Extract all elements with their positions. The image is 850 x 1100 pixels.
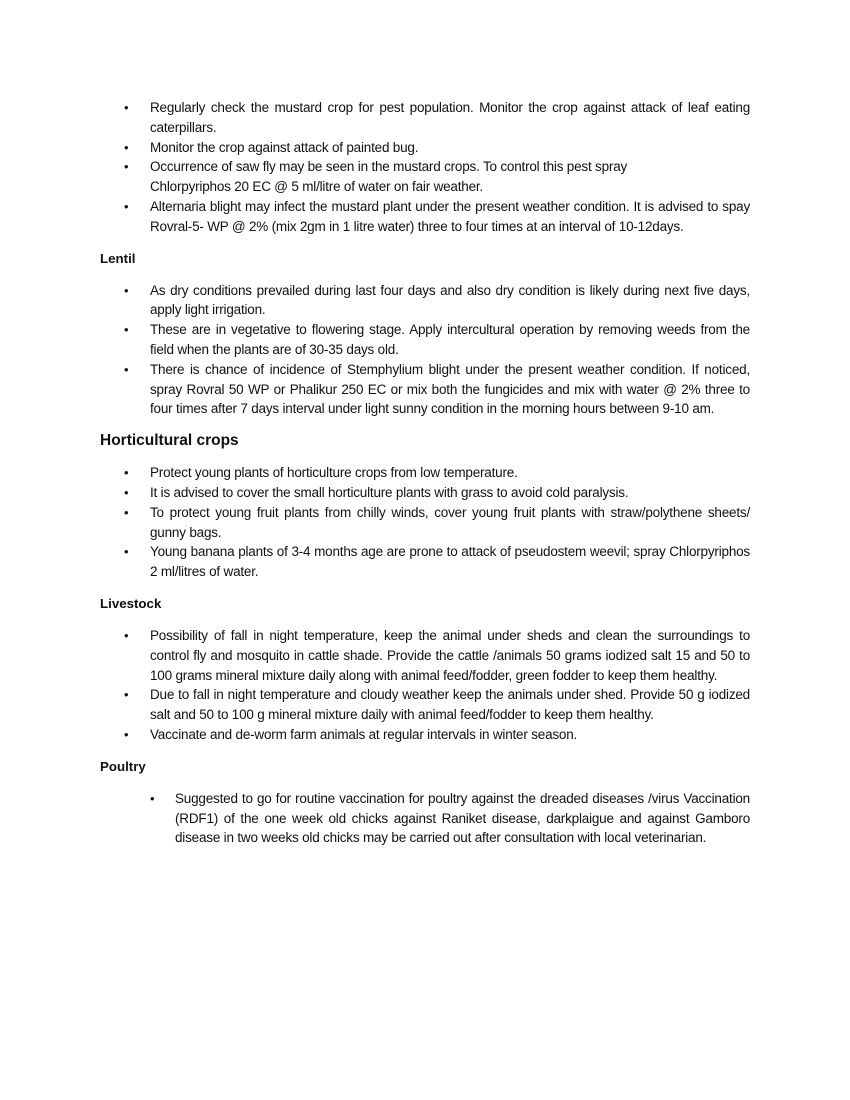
list-item [100,320,750,360]
bullet-icon: • [124,282,129,298]
list-item-text: Monitor the crop against attack of painted bug. [150,139,419,155]
list-item [100,98,750,138]
list-item-text: Protect young plants of horticulture crops from low temperature. [150,465,518,481]
document-page [100,98,750,848]
list-item [100,542,750,582]
section-heading-horticultural-crops: Horticultural crops [100,432,239,450]
list-item [100,789,750,848]
list-item [100,626,750,685]
bullet-icon: • [124,100,129,115]
bullet-icon: • [124,544,129,560]
list-item-text: Alternaria blight may infect the mustard plant under the present weather condition. It is advised to spay Rovral-5- WP @ 2% (mix 2gm in 1 litre water) three to four times at an interval of 10-12days. [150,198,750,234]
list-item [100,685,750,725]
bullet-icon: • [124,465,129,481]
list-item [100,725,750,745]
list-item-text: These are in vegetative to flowering stage. Apply intercultural operation by removing weeds from the field when the plants are of 30-35 days old. [150,322,750,357]
bullet-icon: • [124,726,129,742]
poultry-list [100,789,750,848]
list-item-text: It is advised to cover the small horticulture plants with grass to avoid cold paralysis. [150,484,629,500]
bullet-icon: • [150,790,155,806]
list-item [100,138,750,158]
lentil-list [100,281,750,420]
bullet-icon: • [124,627,129,643]
bullet-icon: • [124,687,129,703]
list-item [100,157,750,197]
section-heading-lentil: Lentil [100,250,136,266]
list-item [100,463,750,483]
list-item [100,503,750,543]
bullet-icon: • [124,361,129,377]
horticultural-list [100,463,750,582]
bullet-icon: • [124,504,129,520]
list-item [100,483,750,503]
list-item [100,197,750,237]
list-item [100,281,750,321]
list-item-text: To protect young fruit plants from chilly winds, cover young fruit plants with straw/polythene sheets/ gunny bags. [150,504,750,540]
list-item-text: Regularly check the mustard crop for pest population. Monitor the crop against attack of leaf eating caterpillars. [150,100,750,135]
bullet-icon: • [124,139,129,155]
list-item-text: Vaccinate and de-worm farm animals at regular intervals in winter season. [150,726,578,742]
list-item-text: There is chance of incidence of Stemphylium blight under the present weather condition. If noticed, spray Rovral 50 WP or Phalikur 250 EC or mix both the fungicides and mix with water @ 2% three to four times after 7 days interval under light sunny condition in the morning hours between 9-10 am. [150,361,750,417]
list-item-text: Young banana plants of 3-4 months age are prone to attack of pseudostem weevil; spray Chlorpyriphos 2 ml/litres of water. [150,544,750,580]
mustard-list [100,98,750,237]
bullet-icon: • [124,159,129,175]
list-item-text: Suggested to go for routine vaccination for poultry against the dreaded diseases /virus Vaccination (RDF1) of the one week old chicks against Raniket disease, darkplaigue and against Gamboro disease in two weeks old chicks may be carried out after consultation with local veterinarian. [175,790,750,846]
list-item-text: Occurrence of saw fly may be seen in the mustard crops. To control this pest spray Chlorpyriphos 20 EC @ 5 ml/litre of water on fair weather. [150,159,628,195]
bullet-icon: • [124,484,129,500]
list-item-text: Possibility of fall in night temperature, keep the animal under sheds and clean the surroundings to control fly and mosquito in cattle shade. Provide the cattle /animals 50 grams iodized salt 15 and 50 to 100 grams mineral mixture daily along with animal feed/fodder, green fodder to keep them healthy. [150,627,750,683]
section-heading-livestock: Livestock [100,595,162,611]
bullet-icon: • [124,198,129,214]
section-heading-poultry: Poultry [100,758,146,774]
livestock-list [100,626,750,745]
list-item [100,360,750,419]
bullet-icon: • [124,322,129,338]
list-item-text: Due to fall in night temperature and cloudy weather keep the animals under shed. Provide 50 g iodized salt and 50 to 100 g mineral mixture daily with animal feed/fodder to keep them healthy. [150,687,750,723]
list-item-text: As dry conditions prevailed during last four days and also dry condition is likely during next five days, apply light irrigation. [150,282,750,318]
